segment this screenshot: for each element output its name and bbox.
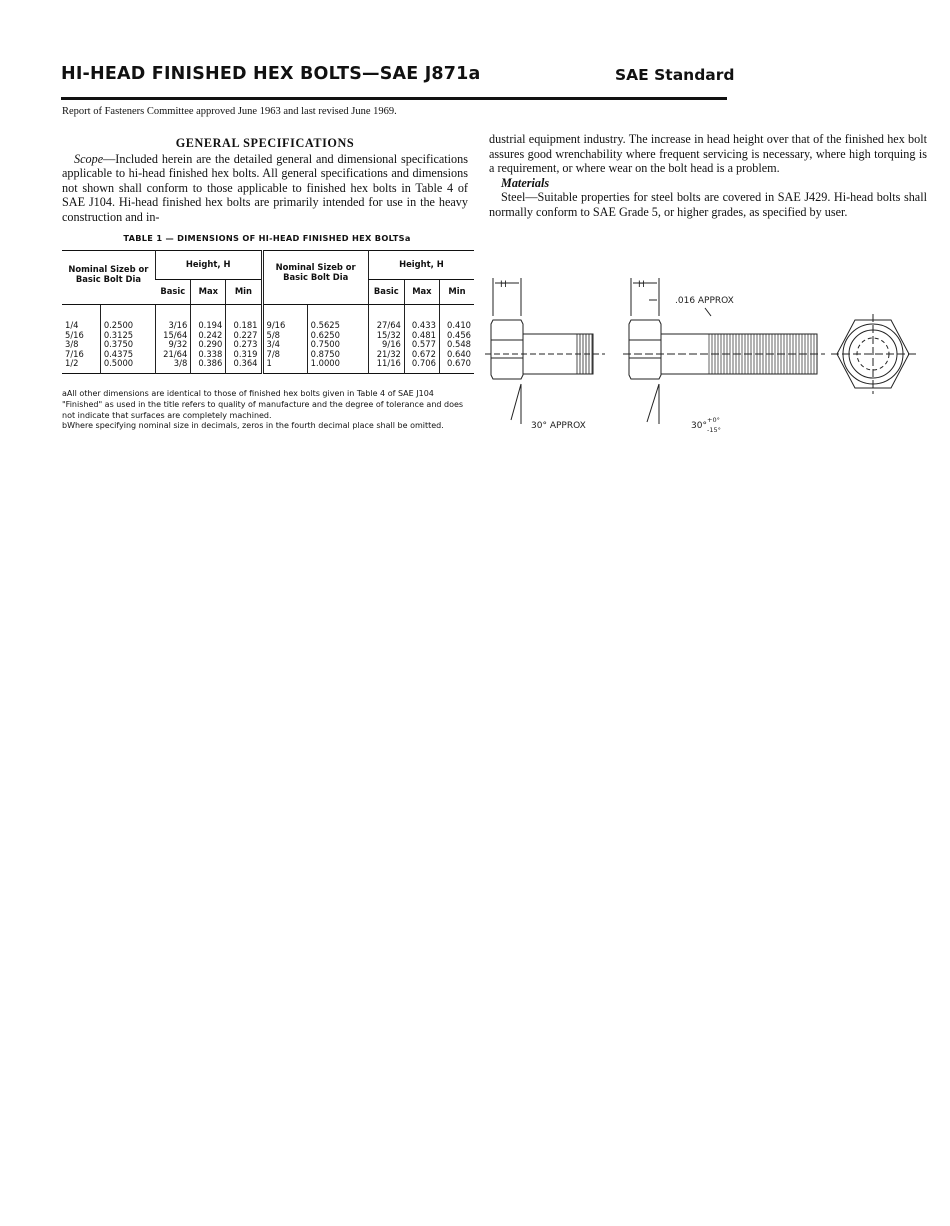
- cell-min: 0.548: [439, 340, 474, 350]
- h-label-mid: H: [638, 280, 645, 290]
- cell-max: 0.194: [191, 305, 226, 331]
- cell-min: 0.273: [226, 340, 262, 350]
- basic-header-right: Basic: [368, 280, 404, 305]
- nominal-size-header-left: Nominal Sizeb or Basic Bolt Dia: [62, 251, 155, 305]
- scope-text-part-2: dustrial equipment industry. The increase in head height over that of the finished hex bolt assures good wrenchability where frequent servicing is necessary, where high torquing is a requirement, or where wear on the bolt head is a problem.: [489, 132, 927, 175]
- cell-min: 0.181: [226, 305, 262, 331]
- min-header-right: Min: [439, 280, 474, 305]
- cell-max: 0.290: [191, 340, 226, 350]
- cell-frac: 3/4: [262, 340, 307, 350]
- cell-basic: 15/64: [155, 331, 190, 341]
- cell-frac: 5/8: [262, 331, 307, 341]
- angle-tol-plus: +0°: [707, 416, 720, 424]
- bolt-drawings: [485, 272, 925, 442]
- cell-basic: 3/8: [155, 359, 190, 373]
- cell-max: 0.672: [404, 350, 439, 360]
- cell-frac: 1: [262, 359, 307, 373]
- cell-dec: 0.5000: [100, 359, 155, 373]
- footnote-a: aAll other dimensions are identical to those of finished hex bolts given in Table 4 of SAE J104 "Finished" as used in the title refers to quality of manufacture and the degree of tolerance and does not indicate that surfaces are completely machined.: [62, 389, 464, 420]
- cell-dec: 0.3125: [100, 331, 155, 341]
- header-rule: [61, 97, 727, 100]
- bolt-side-view-short: [485, 278, 605, 424]
- cell-dec: 0.7500: [307, 340, 368, 350]
- cell-min: 0.227: [226, 331, 262, 341]
- scope-label: Scope: [74, 151, 104, 166]
- max-header-left: Max: [191, 280, 226, 305]
- report-line: Report of Fasteners Committee approved June 1963 and last revised June 1969.: [62, 106, 397, 117]
- cell-basic: 11/16: [368, 359, 404, 373]
- height-header-right: Height, H: [368, 251, 474, 280]
- cell-frac: 3/8: [65, 339, 79, 350]
- materials-paragraph: Steel—Suitable properties for steel bolts are covered in SAE J429. Hi-head bolts shall normally conform to SAE Grade 5, or higher grades, as specified by user.: [489, 190, 927, 219]
- cell-dec: 0.5625: [307, 305, 368, 331]
- cell-max: 0.338: [191, 350, 226, 360]
- cell-frac: 1/4: [65, 320, 79, 330]
- cell-max: 0.433: [404, 305, 439, 331]
- cell-basic: 9/32: [155, 340, 190, 350]
- cell-basic: 15/32: [368, 331, 404, 341]
- cell-frac: 1/2: [65, 358, 79, 369]
- cell-dec: 0.3750: [100, 340, 155, 350]
- cell-max: 0.481: [404, 331, 439, 341]
- cell-basic: 21/64: [155, 350, 190, 360]
- table-caption: TABLE 1 — DIMENSIONS OF HI-HEAD FINISHED HEX BOLTSa: [123, 233, 411, 243]
- min-header-left: Min: [226, 280, 262, 305]
- cell-dec: 0.4375: [100, 350, 155, 360]
- dimensions-table: [62, 250, 474, 374]
- approx-016-label: .016 APPROX: [675, 296, 734, 306]
- cell-max: 0.386: [191, 359, 226, 373]
- cell-min: 0.319: [226, 350, 262, 360]
- cell-dec: 1.0000: [307, 359, 368, 373]
- angle-tol-minus: -15°: [707, 426, 721, 434]
- cell-max: 0.242: [191, 331, 226, 341]
- scope-paragraph: [62, 152, 468, 225]
- height-header-left: Height, H: [155, 251, 262, 280]
- angle-30-approx-label: 30° APPROX: [531, 421, 586, 431]
- cell-basic: 9/16: [368, 340, 404, 350]
- page-title: HI-HEAD FINISHED HEX BOLTS—SAE J871a: [61, 64, 481, 84]
- cell-dec: 0.6250: [307, 331, 368, 341]
- table-row: [62, 305, 474, 331]
- standard-tag: SAE Standard: [615, 66, 735, 84]
- column-left: [62, 136, 468, 224]
- cell-frac: 5/16: [65, 329, 84, 340]
- cell-min: 0.364: [226, 359, 262, 373]
- cell-min: 0.410: [439, 305, 474, 331]
- basic-header-left: Basic: [155, 280, 190, 305]
- column-right: [489, 132, 927, 219]
- cell-frac: 7/8: [262, 350, 307, 360]
- cell-dec: 0.8750: [307, 350, 368, 360]
- footnote-b: bWhere specifying nominal size in decimals, zeros in the fourth decimal place shall be omitted.: [62, 421, 444, 430]
- materials-heading: Materials: [501, 175, 550, 190]
- scope-text-part-1: —Included herein are the detailed general and dimensional specifications applicable to hi-head finished hex bolts. All general specifications and dimensions not shown shall conform to those applicable to finished hex bolts in Table 4 of SAE J104. Hi-head finished hex bolts are primarily intended for use in the heavy construction and in-: [62, 151, 468, 224]
- cell-frac: 7/16: [65, 348, 84, 359]
- h-label-left: H: [500, 280, 507, 290]
- cell-dec: 0.2500: [100, 305, 155, 331]
- cell-min: 0.670: [439, 359, 474, 373]
- cell-basic: 3/16: [155, 305, 190, 331]
- cell-max: 0.577: [404, 340, 439, 350]
- max-header-right: Max: [404, 280, 439, 305]
- general-specifications-heading: GENERAL SPECIFICATIONS: [175, 136, 355, 150]
- table-row: [62, 359, 474, 373]
- cell-basic: 21/32: [368, 350, 404, 360]
- cell-frac: 9/16: [262, 305, 307, 331]
- nominal-size-header-right: Nominal Sizeb or Basic Bolt Dia: [262, 251, 368, 305]
- cell-max: 0.706: [404, 359, 439, 373]
- cell-min: 0.456: [439, 331, 474, 341]
- cell-min: 0.640: [439, 350, 474, 360]
- cell-basic: 27/64: [368, 305, 404, 331]
- bolt-end-view: [831, 314, 917, 394]
- angle-30-label: 30°: [691, 421, 707, 431]
